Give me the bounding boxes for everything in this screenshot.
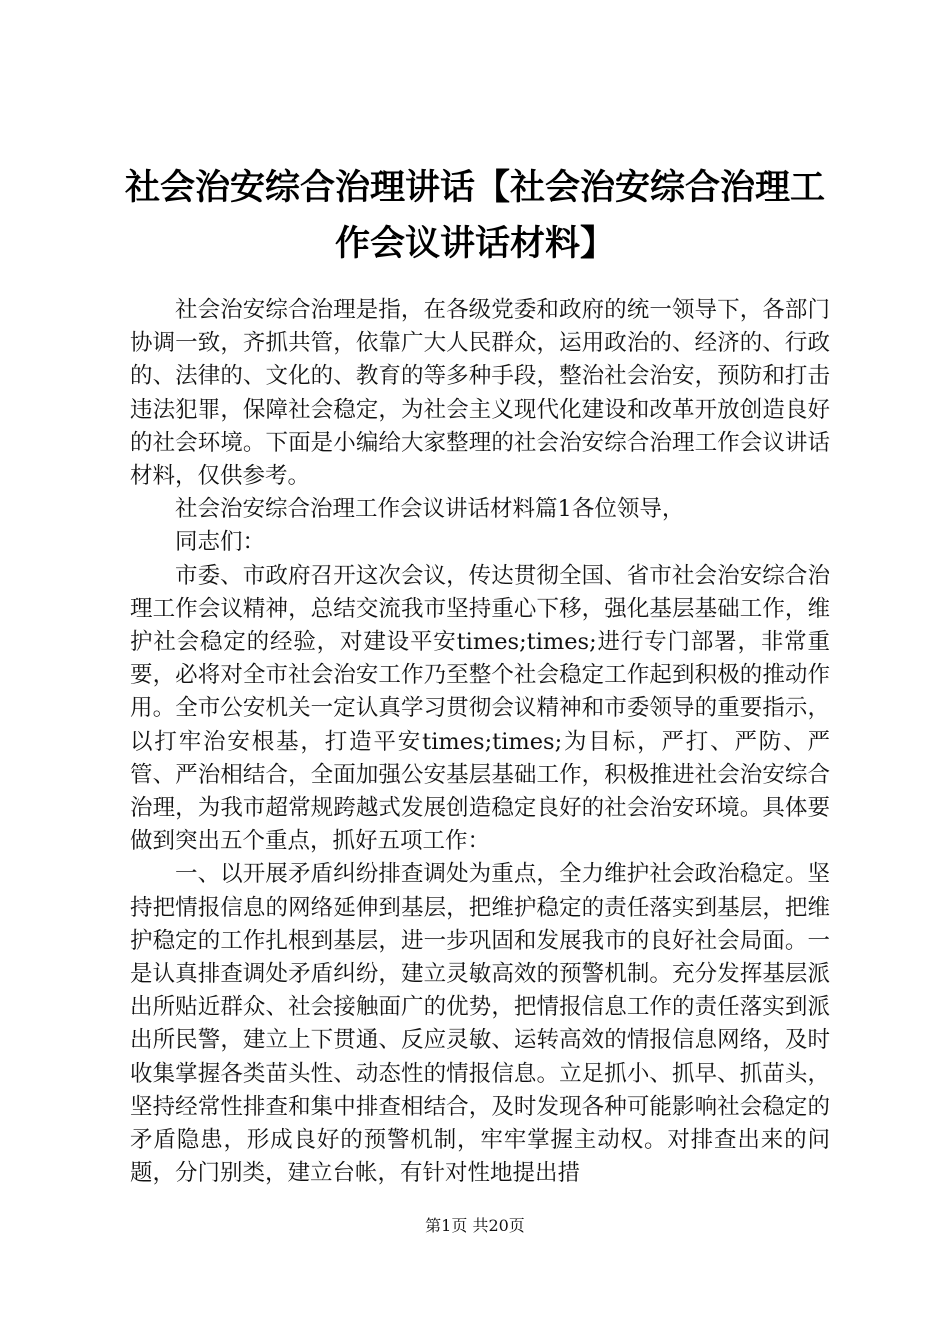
paragraph-intro: 社会治安综合治理是指，在各级党委和政府的统一领导下，各部门协调一致，齐抓共管，依靠广大人民群众，运用政治的、经济的、行政的、法律的、文化的、教育的等多种手段，整治社会治安，预防和打击违法犯罪，保障社会稳定，为社会主义现代化建设和改革开放创造良好的社会环境。下面是小编给大家整理的社会治安综合治理工作会议讲话材料，仅供参考。 [130,297,830,490]
paragraph-salutation: 同志们： [175,529,266,556]
title-line-2: 作会议讲话材料】 [334,223,615,264]
paragraph-opening: 市委、市政府召开这次会议，传达贯彻全国、省市社会治安综合治理工作会议精神，总结交流我市坚持重心下移，强化基层基础工作，维护社会稳定的经验，对建设平安times;times;进行专门部署，非常重要，必将对全市社会治安工作乃至整个社会稳定工作起到积极的推动作用。全市公安机关一定认真学习贯彻会议精神和市委领导的重要指示，以打牢治安根基，打造平安times;times;为目标，严打、严防、严管、严治相结合，全面加强公安基层基础工作，积极推进社会治安综合治理，为我市超常规跨越式发展创造稳定良好的社会治安环境。具体要做到突出五个重点，抓好五项工作： [130,562,830,855]
document-body [130,294,830,1190]
document-title [100,160,850,272]
title-line-1: 社会治安综合治理讲话【社会治安综合治理工 [124,167,825,208]
paragraph-section-heading: 社会治安综合治理工作会议讲话材料篇1各位领导， [175,496,685,523]
paragraph-point-one: 一、以开展矛盾纠纷排查调处为重点，全力维护社会政治稳定。坚持把情报信息的网络延伸到基层，把维护稳定的责任落实到基层，把维护稳定的工作扎根到基层，进一步巩固和发展我市的良好社会局面。一是认真排查调处矛盾纠纷，建立灵敏高效的预警机制。充分发挥基层派出所贴近群众、社会接触面广的优势，把情报信息工作的责任落实到派出所民警，建立上下贯通、反应灵敏、运转高效的情报信息网络，及时收集掌握各类苗头性、动态性的情报信息。立足抓小、抓早、抓苗头，坚持经常性排查和集中排查相结合，及时发现各种可能影响社会稳定的矛盾隐患，形成良好的预警机制，牢牢掌握主动权。对排查出来的问题，分门别类，建立台帐，有针对性地提出措 [130,861,830,1187]
page-footer: 第1页 共20页 [425,1216,525,1235]
